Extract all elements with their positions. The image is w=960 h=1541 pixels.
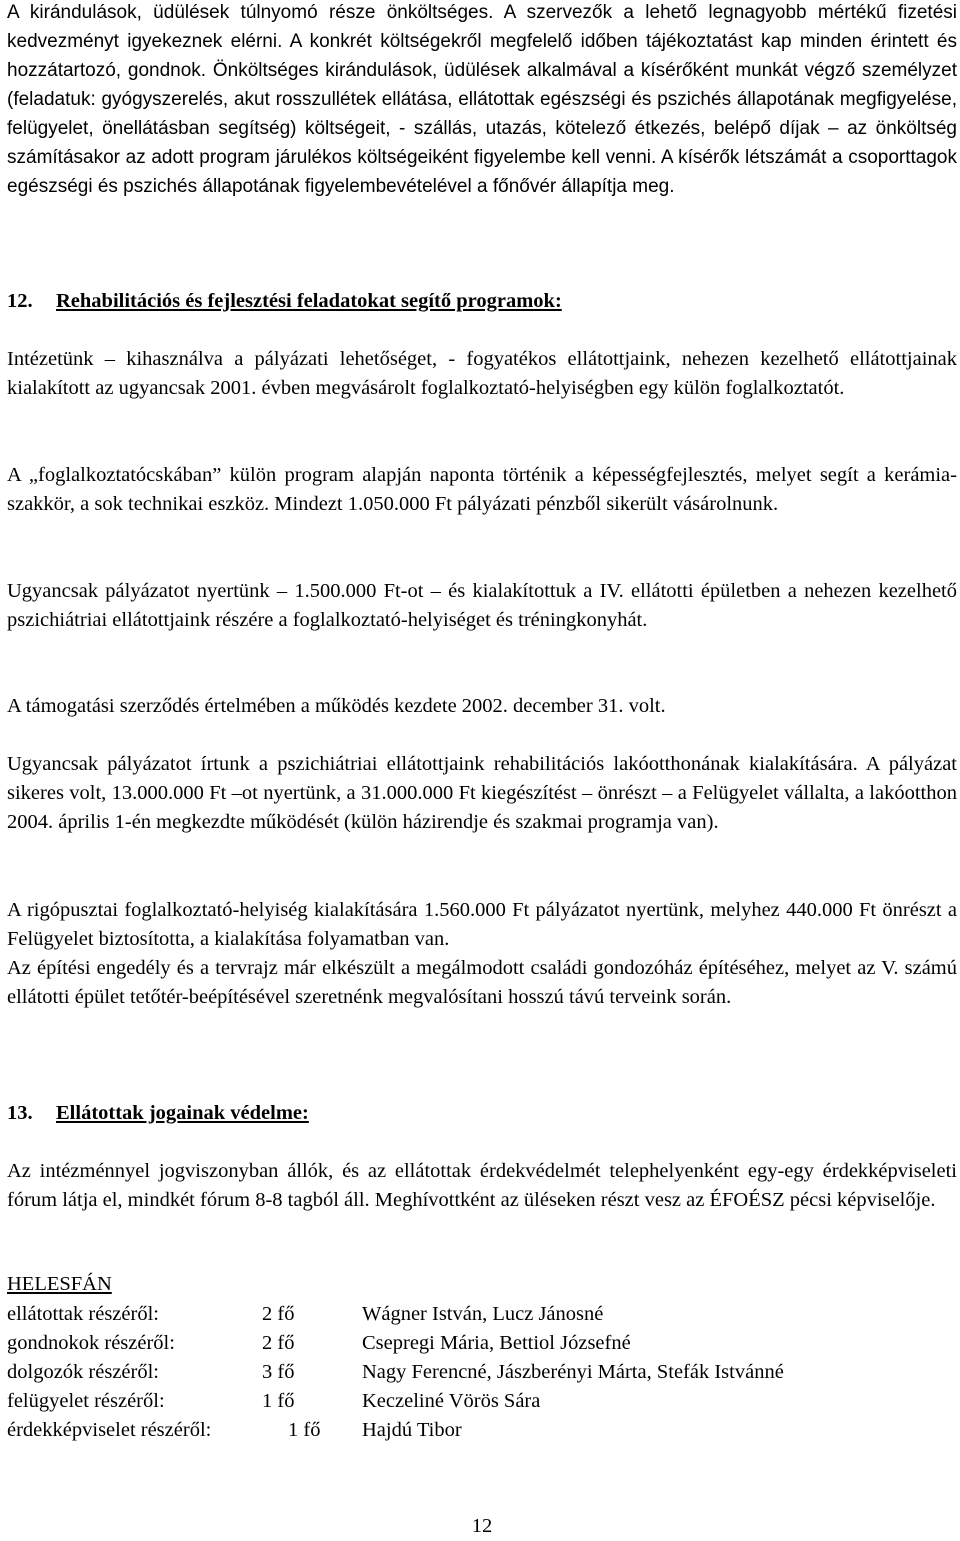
helesfan-group: érdekképviselet részéről: [7,1419,212,1441]
helesfan-names: Wágner István, Lucz Jánosné [362,1303,604,1325]
helesfan-group: ellátottak részéről: [7,1303,159,1325]
section-12-paragraph: A rigópusztai foglalkoztató-helyiség kialakítására 1.560.000 Ft pályázatot nyertünk, melyhez 440.000 Ft önrészt a Felügyelet biztosította, a kialakítása folyamatban van. [7,899,957,950]
helesfan-count: 3 fő [262,1361,295,1383]
helesfan-names: Nagy Ferencné, Jászberényi Márta, Stefák Istvánné [362,1361,784,1383]
helesfan-group: gondnokok részéről: [7,1332,175,1354]
section-13-number: 13. [7,1102,33,1124]
helesfan-names: Csepregi Mária, Bettiol Józsefné [362,1332,631,1354]
helesfan-names: Keczeliné Vörös Sára [362,1390,541,1412]
section-13-title: Ellátottak jogainak védelme: [56,1102,309,1124]
section-12-paragraph: Az építési engedély és a tervrajz már elkészült a megálmodott családi gondozóház építéséhez, melyet az V. számú ellátotti épület tetőtér-beépítésével szeretnénk megvalósítani hosszú távú terveink során. [7,957,957,1008]
helesfan-count: 1 fő [262,1390,295,1412]
intro-paragraph: A kirándulások, üdülések túlnyomó része önköltséges. A szervezők a lehető legnagyobb mértékű fizetési kedvezményt igyekeznek elérni. A konkrét költségekről megfelelő időben tájékoztatást kap minden érintett és hozzátartozó, gondnok. Önköltséges kirándulások, üdülések alkalmával a kísérőként munkát végző személyzet (feladatuk: gyógyszerelés, akut rosszullétek ellátása, ellátottak egészségi és pszichés állapotának megfigyelése, felügyelet, önellátásban segítség) költségeit, - szállás, utazás, kötelező étkezés, belépő díjak – az önköltség számításakor az adott program járulékos költségeiként figyelembe kell venni. A kísérők létszámát a csoporttagok egészségi és pszichés állapotának figyelembevételével a főnővér állapítja meg. [7,2,957,197]
section-12-paragraph: Intézetünk – kihasználva a pályázati lehetőséget, - fogyatékos ellátottjaink, nehezen kezelhető ellátottjainak kialakított az ugyancsak 2001. évben megvásárolt foglalkoztató-helyiségben egy külön foglalkoztatót. [7,348,957,399]
section-12-heading [7,287,562,316]
helesfan-names: Hajdú Tibor [362,1419,462,1441]
section-12-paragraph: Ugyancsak pályázatot nyertünk – 1.500.000 Ft-ot – és kialakítottuk a IV. ellátotti épületben a nehezen kezelhető pszichiátriai ellátottjaink részére a foglalkoztató-helyiséget és tréningkonyhát. [7,580,957,631]
section-12-paragraph: A „foglalkoztatócskában” külön program alapján naponta történik a képességfejlesztés, melyet segít a kerámia-szakkör, a sok technikai eszköz. Mindezt 1.050.000 Ft pályázati pénzből sikerült vásárolnunk. [7,464,957,515]
section-13-paragraph: Az intézménnyel jogviszonyban állók, és az ellátottak érdekvédelmét telephelyenként egy-egy érdekképviseleti fórum látja el, mindkét fórum 8-8 tagból áll. Meghívottként az üléseken részt vesz az ÉFOÉSZ pécsi képviselője. [7,1160,957,1211]
section-12-title: Rehabilitációs és fejlesztési feladatokat segítő programok: [56,290,562,312]
section-13-heading [7,1099,309,1128]
helesfan-group: dolgozók részéről: [7,1361,159,1383]
section-12-paragraph: A támogatási szerződés értelmében a működés kezdete 2002. december 31. volt. [7,695,666,717]
helesfan-count: 2 fő [262,1303,295,1325]
section-12-paragraph: Ugyancsak pályázatot írtunk a pszichiátriai ellátottjaink rehabilitációs lakóotthonának kialakítására. A pályázat sikeres volt, 13.000.000 Ft –ot nyertünk, a 31.000.000 Ft kiegészítést – önrészt – a Felügyelet vállalta, a lakóotthon 2004. április 1-én megkezdte működését (külön házirendje és szakmai programja van). [7,753,957,833]
helesfan-count: 1 fő [288,1419,321,1441]
helesfan-title: HELESFÁN [7,1273,112,1295]
document-page [7,0,957,1537]
helesfan-count: 2 fő [262,1332,295,1354]
page-number: 12 [471,1515,493,1537]
helesfan-group: felügyelet részéről: [7,1390,165,1412]
section-12-number: 12. [7,290,33,312]
